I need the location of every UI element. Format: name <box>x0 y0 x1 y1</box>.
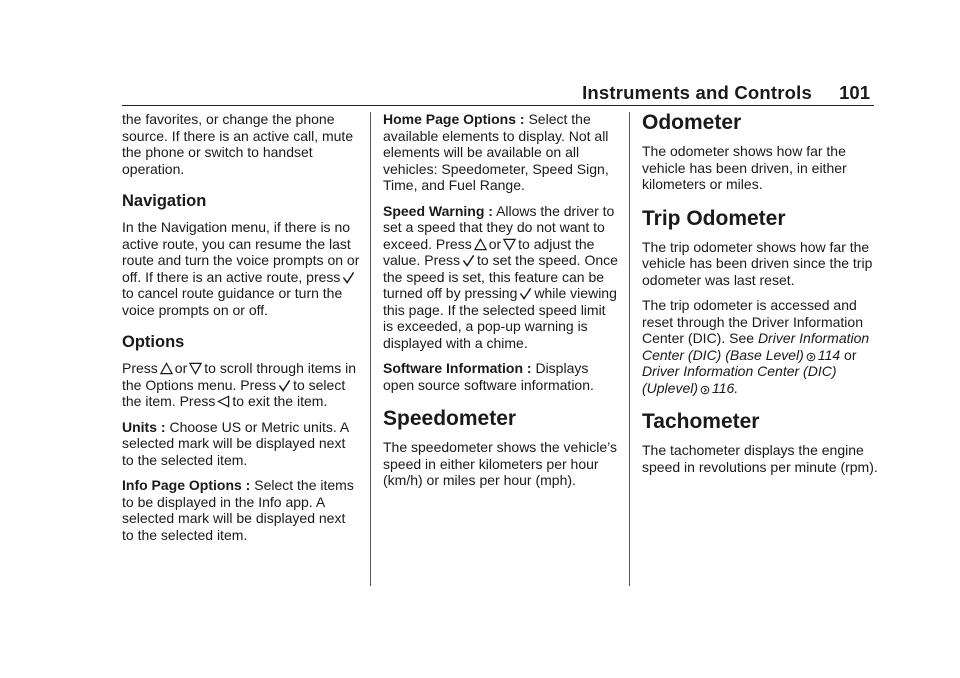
checkmark-icon <box>342 271 355 284</box>
options-heading: Options <box>122 333 185 351</box>
column-1 <box>122 111 360 552</box>
odometer-heading: Odometer <box>642 111 742 134</box>
home-page-term: Home Page Options : <box>383 111 525 127</box>
down-arrow-icon <box>503 238 516 251</box>
software-paragraph: Software Information : Displays open source software information. <box>383 360 594 393</box>
xref-link-base-level[interactable]: Driver Information Center (DIC) (Base Level) <box>642 330 870 363</box>
speed-warning-term: Speed Warning : <box>383 202 493 219</box>
navigation-heading: Navigation <box>122 192 207 210</box>
left-arrow-icon <box>217 395 230 408</box>
xref-link-uplevel[interactable]: Driver Information Center (DIC) (Uplevel) <box>642 363 837 396</box>
trip-odometer-paragraph-2: The trip odometer is accessed and reset through the Driver Information Center (DIC). See Driver Information Center (DIC) (Base Level) 114 or Driver Information Center (DIC) (Uplevel) 116. <box>642 297 870 396</box>
speedometer-heading: Speedometer <box>383 407 517 430</box>
section-title: Instruments and Controls <box>582 82 812 103</box>
software-term: Software Information : <box>383 360 532 376</box>
home-page-paragraph: Home Page Options : Select the available elements to display. Not all elements will be available on all vehicles: Speedometer, Speed Sign, Time, and Fuel Range. <box>383 111 609 193</box>
column-3 <box>642 111 878 484</box>
checkmark-icon <box>462 254 475 267</box>
trip-odometer-heading: Trip Odometer <box>642 206 786 230</box>
tachometer-paragraph: The tachometer displays the engine speed in revolutions per minute (rpm). <box>642 442 878 475</box>
page-header <box>122 80 874 106</box>
units-paragraph: Units : Choose US or Metric units. A selected mark will be displayed next to the selected item. <box>122 418 349 468</box>
speedometer-paragraph: The speedometer shows the vehicle’s speed in either kilometers per hour (km/h) or miles per hour (mph). <box>383 439 617 488</box>
trip-odometer-paragraph-1: The trip odometer shows how far the vehicle has been driven since the trip odometer was last reset. <box>642 238 873 288</box>
down-arrow-icon <box>189 362 202 375</box>
info-page-paragraph: Info Page Options : Select the items to be displayed in the Info app. A selected mark will be displayed next to the selected item. <box>122 477 354 543</box>
options-paragraph: Press or to scroll through items in the Options menu. Press to select the item. Press to exit the item. <box>122 360 356 409</box>
speed-warning-paragraph: Speed Warning : Allows the driver to set a speed that they do not want to exceed. Press or to adjust the value. Press to set the speed. Once the speed is set, this feature can be turned off by pressing while viewing this page. If the selected speed limit is exceeded, a pop-up warning is displayed with a chime. <box>383 202 618 351</box>
odometer-paragraph: The odometer shows how far the vehicle has been driven, in either kilometers or miles. <box>642 143 847 192</box>
checkmark-icon <box>278 379 291 392</box>
xref-page-base-level[interactable]: 114 <box>817 346 841 363</box>
info-page-term: Info Page Options : <box>122 477 251 493</box>
up-arrow-icon <box>474 238 487 251</box>
xref-arrow-icon <box>700 385 710 395</box>
up-arrow-icon <box>160 362 173 375</box>
intro-paragraph: the favorites, or change the phone source. If there is an active call, mute the phone or switch to handset operation. <box>122 111 354 177</box>
checkmark-icon <box>519 287 532 300</box>
units-term: Units : <box>122 418 166 435</box>
column-divider-1 <box>370 112 371 586</box>
header-rule <box>122 105 874 106</box>
page-number: 101 <box>839 82 870 103</box>
tachometer-heading: Tachometer <box>642 410 760 433</box>
column-2 <box>383 111 619 498</box>
navigation-paragraph: In the Navigation menu, if there is no active route, you can resume the last route and turn the voice prompts on or off. If there is an active route, press to cancel route guidance or turn the voice prompts on or off. <box>122 219 360 318</box>
xref-page-uplevel[interactable]: 116 <box>712 379 735 396</box>
xref-arrow-icon <box>806 352 816 362</box>
column-divider-2 <box>629 112 630 586</box>
